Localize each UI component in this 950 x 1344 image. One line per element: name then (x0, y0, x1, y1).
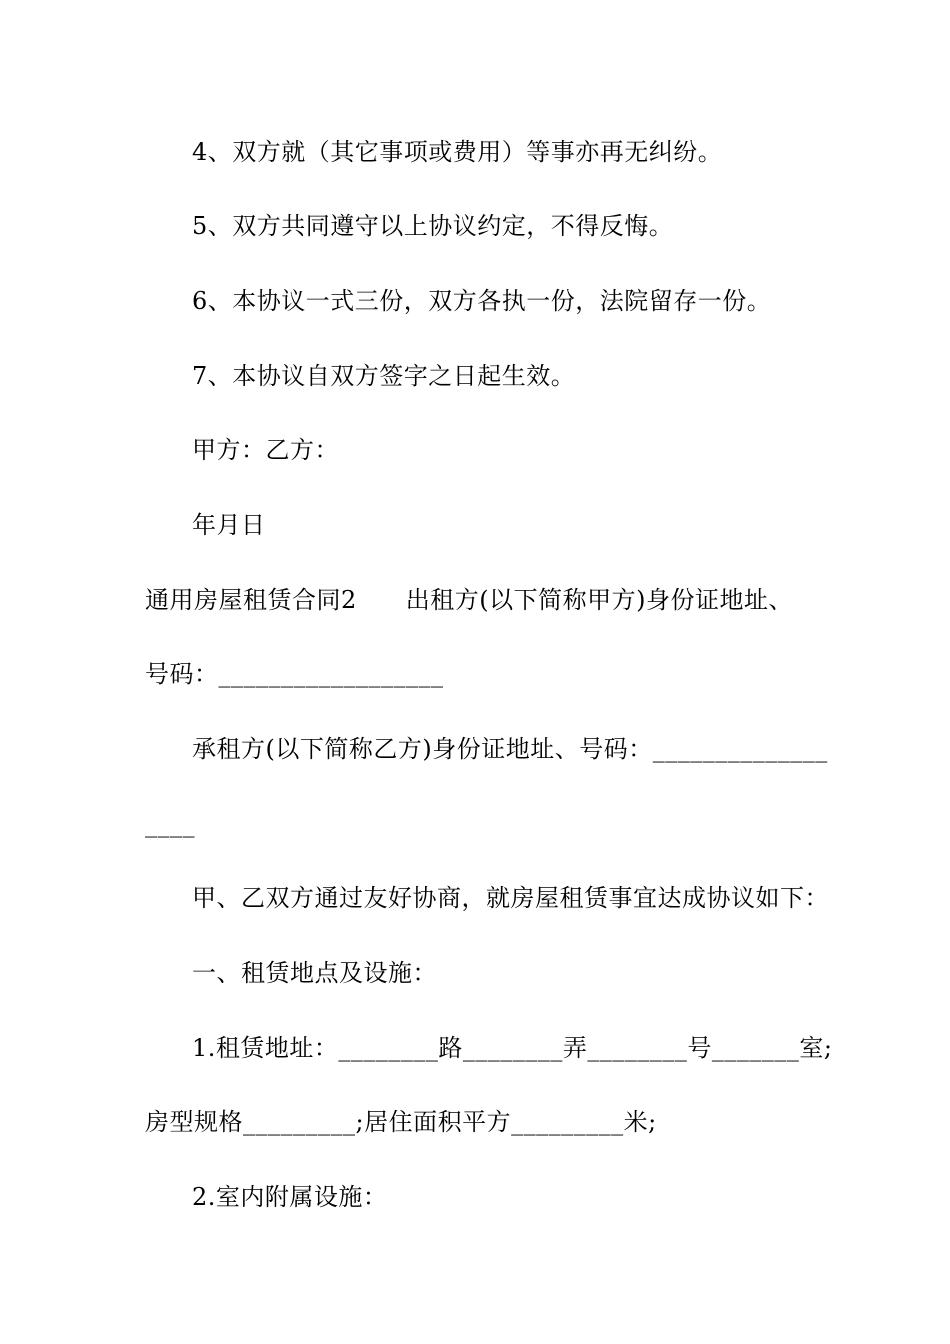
rental-address: 1.租赁地址：________路________弄________号_______室; (192, 1034, 833, 1062)
clause-7: 7、本协议自双方签字之日起生效。 (192, 362, 576, 390)
agreement-intro: 甲、乙双方通过友好协商，就房屋租赁事宜达成协议如下： (192, 884, 829, 912)
contract-heading: 通用房屋租赁合同2 出租方(以下简称甲方)身份证地址、 (145, 586, 793, 614)
lessee-info-continued: ____ (145, 810, 195, 838)
signature-date: 年月日 (192, 511, 266, 539)
lessee-info: 承租方(以下简称乙方)身份证地址、号码：______________ (192, 735, 828, 763)
lessor-id-number: 号码：__________________ (145, 660, 444, 688)
section-heading-one: 一、租赁地点及设施： (192, 959, 437, 987)
clause-5: 5、双方共同遵守以上协议约定，不得反悔。 (192, 212, 674, 240)
signature-parties: 甲方：乙方： (192, 436, 339, 464)
room-type-area: 房型规格_________;居住面积平方_________米; (145, 1108, 657, 1136)
attached-facilities: 2.室内附属设施： (192, 1183, 388, 1211)
clause-6: 6、本协议一式三份，双方各执一份，法院留存一份。 (192, 287, 772, 315)
clause-4: 4、双方就（其它事项或费用）等事亦再无纠纷。 (192, 138, 723, 166)
